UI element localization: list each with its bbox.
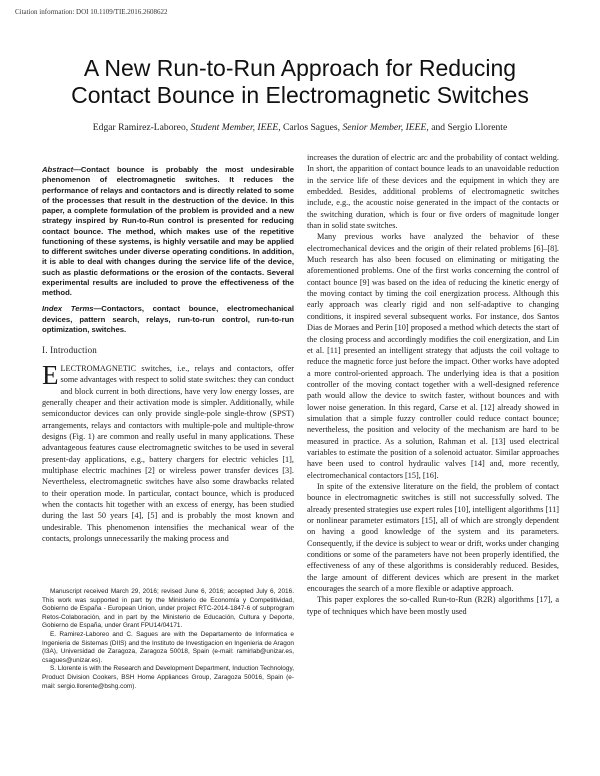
author-3: and Sergio Llorente (431, 122, 508, 133)
right-paragraph-2: Many previous works have analyzed the behavior of these electromechanical devices and the origin of their related problems [6]–[8]. Much research has also been focused on eliminating or mitigating the aforementioned problems. One of the first works concerning the control of contact bounce [9] was based on the idea of reducing the kinetic energy of the moving contact by timing the coil energization process. Although this early approach was clearly rigid and non self-adaptive to changing conditions, it inspired several subsequent works. For instance, dos Santos Dias de Moraes and Perin [10] proposed a method which detects the start of the closing process and accordingly modifies the coil energization, and Lin et al. [11] presented an intelligent strategy that adjusts the coil voltage to reduce the magnetic force just before the impact. Other works have adopted a more control-oriented approach. The underlying idea is that a position controller of the moving contact together with a well-designed reference path would allow the device to switch faster, without bounces and with lower noise generation. In this regard, Carse et al. [12] already showed in simulation that a simple fuzzy controller could reduce contact bounce; nevertheless, the position and velocity of the mechanism are hard to be measured in practice. As a solution, Rahman et al. [13] used electrical variables to estimate the position of a solenoid actuator. Similar approaches have been used to control hydraulic valves [14] and, more recently, electromechanical contactors [15], [16]. (307, 232, 559, 480)
author-list (0, 122, 600, 133)
title-line-2: Contact Bounce in Electromagnetic Switches (71, 82, 529, 108)
author-2-role: Senior Member, IEEE, (342, 122, 429, 133)
author-1: Edgar Ramirez-Laboreo, (92, 122, 189, 133)
section-heading-introduction: I. Introduction (42, 345, 97, 355)
abstract (42, 165, 294, 298)
author-2: Carlos Sagues, (283, 122, 341, 133)
left-column (42, 165, 294, 545)
citation-line: Citation information: DOI 10.1109/TIE.2016.2608622 (15, 8, 168, 16)
footnote-affiliation-2: S. Llorente is with the Research and Development Department, Induction Technology, Product Division Cookers, BSH Home Appliances Group, Zaragoza 50016, Spain (e-mail: sergio.llorente@bshg.com). (42, 665, 294, 690)
footnote-manuscript: Manuscript received March 29, 2016; revised June 6, 2016; accepted July 6, 2016. This work was supported in part by the Ministerio de Economía y Competitividad, Gobierno de España - European Union, under project RTC-2014-1847-6 of subprogram Retos-Colaboración, and in part by the Ministerio de Educación, Cultura y Deporte, Gobierno de España, under Grant FPU14/04171. (42, 588, 294, 630)
index-terms-text: —Contactors, contact bounce, electromechanical devices, pattern search, relays, run-to-run control, run-to-run optimization, switches. (42, 304, 294, 334)
footnote-affiliation-1: E. Ramirez-Laboreo and C. Sagues are with the Departamento de Informatica e Ingenieria de Sistemas (DIIS) and the Instituto de Investigacion en Ingenieria de Aragon (I3A), Universidad de Zaragoza, Zaragoza 50018, Spain (e-mail: ramirlab@unizar.es, csagues@unizar.es). (42, 630, 294, 664)
footnotes (42, 588, 294, 691)
intro-paragraph-1-text: LECTROMAGNETIC switches, i.e., relays and contactors, offer some advantages with respect to solid state switches: they can conduct and block current in both directions, have very low energy losses, are generally cheaper and their activation mode is simpler. Additionally, while semiconductor devices can only provide single-pole single-throw (SPST) arrangements, relays and contactors with multiple-pole and multiple-throw designs (Fig. 1) are common and really useful in many applications. These advantageous features cause electromagnetic switches to be used in several present-day applications, e.g., battery chargers for electric vehicles [1], multiphase electric machines [2] or wireless power transfer devices [3]. Nevertheless, electromagnetic switches have also some drawbacks related to their operation mode. In particular, contact bounce, which is produced when the contacts hit together with an excess of energy, has been studied during the last 50 years [4], [5] and is probably the most known and undesirable. This phenomenon intensifies the mechanical wear of the contacts, prolongs unnecessarily the making process and (42, 364, 294, 544)
abstract-lead: Abstract (42, 165, 74, 174)
title-line-1: A New Run-to-Run Approach for Reducing (83, 55, 517, 81)
drop-cap: E (42, 360, 59, 390)
intro-paragraph-1 (42, 360, 294, 545)
paper-title (0, 55, 600, 109)
right-paragraph-1: increases the duration of electric arc and the probability of contact welding. In short, the apparition of contact bounce leads to an unavoidable reduction in the service life of these devices and the equipment in which they are embedded. Besides, additional problems of electromagnetic switches include, e.g., the acoustic noise generated in the impact of the contacts or the switching duration, which is four or five orders of magnitude longer than in solid state switches. (307, 153, 559, 231)
right-column (307, 152, 559, 617)
abstract-text: —Contact bounce is probably the most undesirable phenomenon of electromagnetic switches. It reduces the performance of relays and contactors and is directly related to some of the processes that result in the destruction of the device. In this paper, a complete formulation of the problem is provided and a new strategy inspired by Run-to-Run control is presented for reducing contact bounce. The method, which makes use of the repetitive functioning of these systems, is highly versatile and may be applied to different switches under diverse operating conditions. In addition, it is able to deal with changes during the service life of the device, such as plastic deformations or the erosion of the contacts. Several experimental results are included to prove the effectiveness of the method. (42, 165, 294, 297)
index-terms (42, 304, 294, 335)
author-1-role: Student Member, IEEE, (190, 122, 281, 133)
right-paragraph-4: This paper explores the so-called Run-to-Run (R2R) algorithms [17], a type of techniques which have been mostly used (307, 595, 559, 616)
right-paragraph-3: In spite of the extensive literature on the field, the problem of contact bounce in electromagnetic switches is still not successfully solved. The already presented strategies use expert rules [10], intelligent algorithms [11] or nonlinear parameter estimators [15], all of which are strongly dependent on having a good knowledge of the system and its parameters. Consequently, if the device is subject to wear or drift, works under changing conditions or some of the parameters have not been properly identified, the effectiveness of any of these algorithms is considerably reduced. Besides, the large amount of different devices which are present in the market encourages the search of a more flexible or adaptive approach. (307, 481, 559, 594)
index-terms-lead: Index Terms (42, 304, 94, 314)
